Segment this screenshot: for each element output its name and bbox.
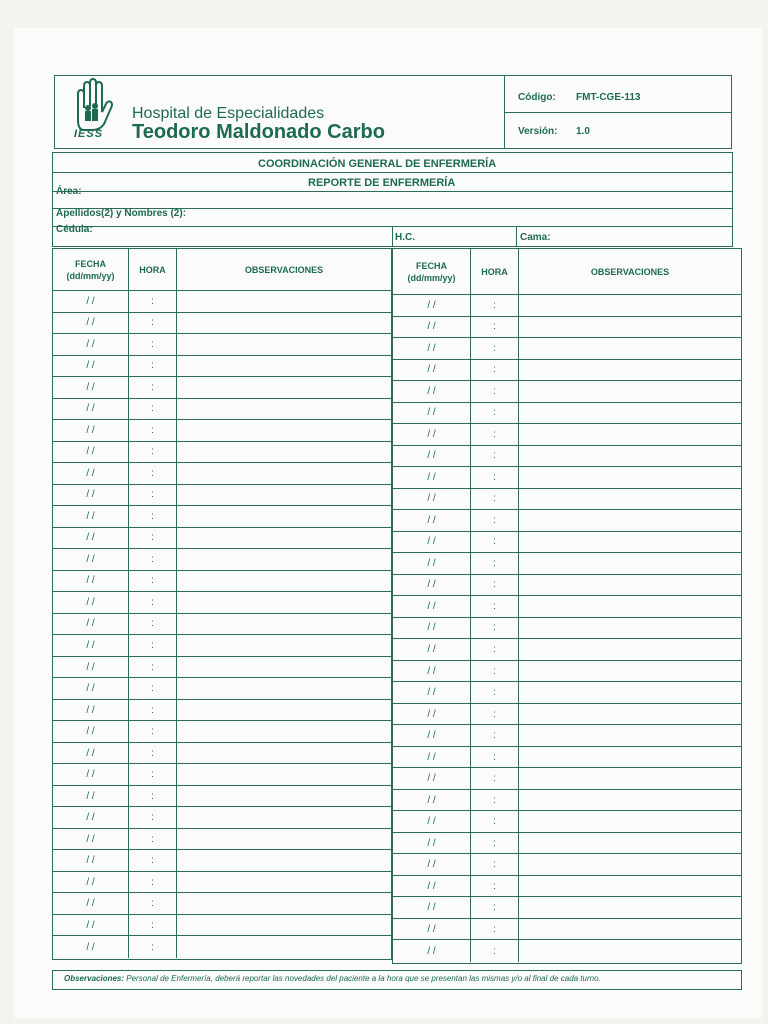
time-cell[interactable]: : <box>471 553 519 574</box>
date-cell[interactable]: / / <box>393 532 471 553</box>
names-field-label: Apellidos(2) y Nombres (2): <box>56 208 187 219</box>
right-fecha-header: FECHA <box>416 260 447 271</box>
right-log-row <box>393 682 741 704</box>
date-cell[interactable]: / / <box>393 661 471 682</box>
time-cell[interactable]: : <box>471 338 519 359</box>
date-cell[interactable]: / / <box>393 854 471 875</box>
time-cell[interactable]: : <box>129 614 177 635</box>
date-cell[interactable]: / / <box>393 510 471 531</box>
date-cell[interactable]: / / <box>53 442 129 463</box>
time-cell[interactable]: : <box>471 295 519 316</box>
date-cell[interactable]: / / <box>53 528 129 549</box>
form-sheet <box>14 28 762 1018</box>
time-cell[interactable]: : <box>471 381 519 402</box>
observation-cell[interactable] <box>519 317 741 338</box>
date-cell[interactable]: / / <box>53 721 129 742</box>
date-cell[interactable]: / / <box>393 575 471 596</box>
right-log-row <box>393 639 741 661</box>
date-cell[interactable]: / / <box>53 506 129 527</box>
hc-field-label: H.C. <box>395 232 415 243</box>
right-log-row <box>393 661 741 683</box>
observation-cell[interactable] <box>519 790 741 811</box>
right-log-row <box>393 532 741 554</box>
date-cell[interactable]: / / <box>53 291 129 312</box>
date-cell[interactable]: / / <box>53 549 129 570</box>
left-log-row <box>53 786 391 808</box>
date-cell[interactable]: / / <box>53 829 129 850</box>
right-log-row <box>393 811 741 833</box>
time-cell[interactable]: : <box>129 657 177 678</box>
right-header-row <box>393 249 741 295</box>
observation-cell[interactable] <box>519 381 741 402</box>
observation-cell[interactable] <box>519 360 741 381</box>
time-cell[interactable]: : <box>471 682 519 703</box>
observation-cell[interactable] <box>519 639 741 660</box>
observation-cell[interactable] <box>519 446 741 467</box>
time-cell[interactable]: : <box>129 850 177 871</box>
left-log-table <box>52 248 392 960</box>
date-cell[interactable]: / / <box>53 936 129 958</box>
observation-cell[interactable] <box>519 725 741 746</box>
observation-cell[interactable] <box>177 377 391 398</box>
observation-cell[interactable] <box>177 678 391 699</box>
time-cell[interactable]: : <box>471 360 519 381</box>
time-cell[interactable]: : <box>129 786 177 807</box>
observation-cell[interactable] <box>177 893 391 914</box>
left-log-row <box>53 721 391 743</box>
right-log-row <box>393 489 741 511</box>
left-log-row <box>53 377 391 399</box>
observation-cell[interactable] <box>519 704 741 725</box>
left-log-row <box>53 850 391 872</box>
left-log-row <box>53 893 391 915</box>
version-label: Versión: <box>518 126 558 137</box>
right-log-row <box>393 510 741 532</box>
codigo-label: Código: <box>518 92 556 103</box>
observation-cell[interactable] <box>177 850 391 871</box>
left-log-row <box>53 420 391 442</box>
time-cell[interactable]: : <box>471 489 519 510</box>
right-log-row <box>393 790 741 812</box>
date-cell[interactable]: / / <box>393 618 471 639</box>
observation-cell[interactable] <box>519 661 741 682</box>
date-cell[interactable]: / / <box>393 424 471 445</box>
left-log-row <box>53 291 391 313</box>
codigo-value: FMT-CGE-113 <box>576 92 641 103</box>
observation-cell[interactable] <box>177 872 391 893</box>
iess-logo <box>72 78 118 142</box>
right-log-row <box>393 897 741 919</box>
date-cell[interactable]: / / <box>393 446 471 467</box>
observation-cell[interactable] <box>177 936 391 958</box>
version-value: 1.0 <box>576 126 590 137</box>
date-cell[interactable]: / / <box>53 571 129 592</box>
date-cell[interactable]: / / <box>53 313 129 334</box>
observation-cell[interactable] <box>177 915 391 936</box>
time-cell[interactable]: : <box>471 532 519 553</box>
left-hora-header: HORA <box>129 249 177 290</box>
time-cell[interactable]: : <box>129 872 177 893</box>
observation-cell[interactable] <box>177 635 391 656</box>
logo-text: IESS <box>74 128 104 140</box>
date-cell[interactable]: / / <box>393 489 471 510</box>
observation-cell[interactable] <box>177 614 391 635</box>
cedula-field-label: Cédula: <box>56 224 93 235</box>
time-cell[interactable]: : <box>471 317 519 338</box>
date-cell[interactable]: / / <box>393 317 471 338</box>
time-cell[interactable]: : <box>129 549 177 570</box>
date-cell[interactable]: / / <box>53 485 129 506</box>
time-cell[interactable]: : <box>471 704 519 725</box>
time-cell[interactable]: : <box>129 743 177 764</box>
date-cell[interactable]: / / <box>393 360 471 381</box>
date-cell[interactable]: / / <box>393 704 471 725</box>
left-fecha-header: FECHA <box>75 258 106 269</box>
right-log-row <box>393 833 741 855</box>
observation-cell[interactable] <box>519 596 741 617</box>
right-log-row <box>393 876 741 898</box>
date-cell[interactable]: / / <box>53 635 129 656</box>
left-log-row <box>53 399 391 421</box>
right-log-row <box>393 575 741 597</box>
date-cell[interactable]: / / <box>53 700 129 721</box>
observation-cell[interactable] <box>519 940 741 962</box>
observation-cell[interactable] <box>177 571 391 592</box>
observation-cell[interactable] <box>177 549 391 570</box>
observation-cell[interactable] <box>519 489 741 510</box>
left-log-row <box>53 313 391 335</box>
footer-label: Observaciones: <box>64 974 125 983</box>
footer-note <box>64 974 601 983</box>
observation-cell[interactable] <box>519 575 741 596</box>
observation-cell[interactable] <box>519 295 741 316</box>
observation-cell[interactable] <box>519 424 741 445</box>
time-cell[interactable]: : <box>129 829 177 850</box>
time-cell[interactable]: : <box>471 510 519 531</box>
date-cell[interactable]: / / <box>393 790 471 811</box>
time-cell[interactable]: : <box>129 485 177 506</box>
observation-cell[interactable] <box>519 532 741 553</box>
date-cell[interactable]: / / <box>393 403 471 424</box>
left-log-row <box>53 807 391 829</box>
time-cell[interactable]: : <box>471 768 519 789</box>
observation-cell[interactable] <box>177 764 391 785</box>
date-cell[interactable]: / / <box>393 768 471 789</box>
right-log-row <box>393 381 741 403</box>
right-fecha-format: (dd/mm/yy) <box>407 272 456 283</box>
right-log-row <box>393 919 741 941</box>
observation-cell[interactable] <box>177 356 391 377</box>
date-cell[interactable]: / / <box>53 334 129 355</box>
right-log-row <box>393 704 741 726</box>
date-cell[interactable]: / / <box>53 786 129 807</box>
date-cell[interactable]: / / <box>393 295 471 316</box>
time-cell[interactable]: : <box>471 940 519 962</box>
observation-cell[interactable] <box>177 334 391 355</box>
observation-cell[interactable] <box>519 897 741 918</box>
date-cell[interactable]: / / <box>393 876 471 897</box>
observation-cell[interactable] <box>519 768 741 789</box>
right-log-row <box>393 403 741 425</box>
date-cell[interactable]: / / <box>393 747 471 768</box>
observation-cell[interactable] <box>177 420 391 441</box>
time-cell[interactable]: : <box>129 915 177 936</box>
time-cell[interactable]: : <box>129 420 177 441</box>
observation-cell[interactable] <box>177 528 391 549</box>
date-cell[interactable]: / / <box>53 463 129 484</box>
time-cell[interactable]: : <box>129 936 177 958</box>
report-title: REPORTE DE ENFERMERÍA <box>308 177 456 189</box>
date-cell[interactable]: / / <box>393 940 471 962</box>
left-log-row <box>53 356 391 378</box>
left-log-row <box>53 872 391 894</box>
date-cell[interactable]: / / <box>393 725 471 746</box>
date-cell[interactable]: / / <box>393 919 471 940</box>
time-cell[interactable]: : <box>129 528 177 549</box>
observation-cell[interactable] <box>177 721 391 742</box>
time-cell[interactable]: : <box>471 618 519 639</box>
observation-cell[interactable] <box>519 338 741 359</box>
date-cell[interactable]: / / <box>53 592 129 613</box>
observation-cell[interactable] <box>177 399 391 420</box>
observation-cell[interactable] <box>519 403 741 424</box>
date-cell[interactable]: / / <box>53 678 129 699</box>
date-cell[interactable]: / / <box>53 377 129 398</box>
right-log-row <box>393 467 741 489</box>
time-cell[interactable]: : <box>129 700 177 721</box>
left-fecha-format: (dd/mm/yy) <box>66 270 115 281</box>
time-cell[interactable]: : <box>471 790 519 811</box>
left-log-row <box>53 678 391 700</box>
date-cell[interactable]: / / <box>393 811 471 832</box>
right-log-row <box>393 317 741 339</box>
time-cell[interactable]: : <box>471 897 519 918</box>
time-cell[interactable]: : <box>471 639 519 660</box>
observation-cell[interactable] <box>177 743 391 764</box>
observation-cell[interactable] <box>177 829 391 850</box>
time-cell[interactable]: : <box>471 446 519 467</box>
time-cell[interactable]: : <box>471 575 519 596</box>
left-header-row <box>53 249 391 291</box>
observation-cell[interactable] <box>519 833 741 854</box>
observation-cell[interactable] <box>177 592 391 613</box>
date-cell[interactable]: / / <box>53 850 129 871</box>
observation-cell[interactable] <box>177 657 391 678</box>
right-log-row <box>393 295 741 317</box>
left-log-row <box>53 463 391 485</box>
observation-cell[interactable] <box>519 747 741 768</box>
time-cell[interactable]: : <box>471 919 519 940</box>
date-cell[interactable]: / / <box>53 399 129 420</box>
left-log-row <box>53 571 391 593</box>
observation-cell[interactable] <box>519 682 741 703</box>
observation-cell[interactable] <box>177 807 391 828</box>
time-cell[interactable]: : <box>471 596 519 617</box>
date-cell[interactable]: / / <box>393 553 471 574</box>
time-cell[interactable]: : <box>471 661 519 682</box>
date-cell[interactable]: / / <box>53 764 129 785</box>
left-log-row <box>53 614 391 636</box>
area-field-label: Área: <box>56 186 82 197</box>
time-cell[interactable]: : <box>471 424 519 445</box>
observation-cell[interactable] <box>177 700 391 721</box>
time-cell[interactable]: : <box>129 399 177 420</box>
date-cell[interactable]: / / <box>393 596 471 617</box>
left-log-row <box>53 700 391 722</box>
time-cell[interactable]: : <box>129 442 177 463</box>
observation-cell[interactable] <box>177 485 391 506</box>
footer-text: Personal de Enfermería, deberá reportar las novedades del paciente a la hora que se presentan las mismas y/o al final de cada turno. <box>126 974 601 983</box>
date-cell[interactable]: / / <box>393 833 471 854</box>
right-log-row <box>393 596 741 618</box>
observation-cell[interactable] <box>519 467 741 488</box>
time-cell[interactable]: : <box>129 356 177 377</box>
observation-cell[interactable] <box>177 291 391 312</box>
left-log-row <box>53 635 391 657</box>
right-log-row <box>393 618 741 640</box>
right-log-row <box>393 446 741 468</box>
left-log-row <box>53 657 391 679</box>
time-cell[interactable]: : <box>129 592 177 613</box>
time-cell[interactable]: : <box>129 721 177 742</box>
observation-cell[interactable] <box>177 786 391 807</box>
observation-cell[interactable] <box>177 442 391 463</box>
time-cell[interactable]: : <box>471 833 519 854</box>
time-cell[interactable]: : <box>471 876 519 897</box>
right-log-row <box>393 338 741 360</box>
time-cell[interactable]: : <box>129 678 177 699</box>
time-cell[interactable]: : <box>471 854 519 875</box>
date-cell[interactable]: / / <box>393 467 471 488</box>
hospital-name-line1: Hospital de Especialidades <box>132 105 325 122</box>
time-cell[interactable]: : <box>129 377 177 398</box>
right-log-row <box>393 768 741 790</box>
left-log-row <box>53 528 391 550</box>
right-log-row <box>393 360 741 382</box>
date-cell[interactable]: / / <box>53 657 129 678</box>
time-cell[interactable]: : <box>129 334 177 355</box>
observation-cell[interactable] <box>177 313 391 334</box>
date-cell[interactable]: / / <box>53 893 129 914</box>
time-cell[interactable]: : <box>129 635 177 656</box>
right-log-row <box>393 854 741 876</box>
time-cell[interactable]: : <box>129 313 177 334</box>
right-observaciones-header: OBSERVACIONES <box>590 266 670 277</box>
left-log-row <box>53 506 391 528</box>
date-cell[interactable]: / / <box>393 897 471 918</box>
hospital-name-line2: Teodoro Maldonado Carbo <box>132 121 385 143</box>
time-cell[interactable]: : <box>471 725 519 746</box>
left-log-row <box>53 743 391 765</box>
left-observaciones-header: OBSERVACIONES <box>244 264 324 275</box>
left-log-row <box>53 485 391 507</box>
observation-cell[interactable] <box>519 876 741 897</box>
observation-cell[interactable] <box>519 854 741 875</box>
right-log-table <box>392 248 742 964</box>
coordination-title: COORDINACIÓN GENERAL DE ENFERMERÍA <box>258 158 497 170</box>
left-log-row <box>53 829 391 851</box>
time-cell[interactable]: : <box>471 403 519 424</box>
right-log-row <box>393 553 741 575</box>
observation-cell[interactable] <box>519 618 741 639</box>
right-log-row <box>393 940 741 962</box>
cama-field-label: Cama: <box>520 232 551 243</box>
right-hora-header: HORA <box>471 249 519 294</box>
time-cell[interactable]: : <box>129 463 177 484</box>
time-cell[interactable]: : <box>129 807 177 828</box>
observation-cell[interactable] <box>519 919 741 940</box>
time-cell[interactable]: : <box>129 764 177 785</box>
observation-cell[interactable] <box>519 811 741 832</box>
left-log-row <box>53 549 391 571</box>
left-log-row <box>53 764 391 786</box>
right-log-row <box>393 747 741 769</box>
time-cell[interactable]: : <box>129 893 177 914</box>
time-cell[interactable]: : <box>471 747 519 768</box>
date-cell[interactable]: / / <box>393 338 471 359</box>
date-cell[interactable]: / / <box>53 420 129 441</box>
left-log-row <box>53 334 391 356</box>
date-cell[interactable]: / / <box>53 743 129 764</box>
left-log-row <box>53 936 391 958</box>
right-log-row <box>393 725 741 747</box>
left-log-row <box>53 915 391 937</box>
date-cell[interactable]: / / <box>393 381 471 402</box>
observation-cell[interactable] <box>519 553 741 574</box>
observation-cell[interactable] <box>177 506 391 527</box>
time-cell[interactable]: : <box>129 506 177 527</box>
date-cell[interactable]: / / <box>53 915 129 936</box>
date-cell[interactable]: / / <box>53 872 129 893</box>
right-log-row <box>393 424 741 446</box>
date-cell[interactable]: / / <box>393 639 471 660</box>
observation-cell[interactable] <box>519 510 741 531</box>
date-cell[interactable]: / / <box>53 807 129 828</box>
date-cell[interactable]: / / <box>53 614 129 635</box>
left-log-row <box>53 442 391 464</box>
date-cell[interactable]: / / <box>53 356 129 377</box>
date-cell[interactable]: / / <box>393 682 471 703</box>
time-cell[interactable]: : <box>129 571 177 592</box>
time-cell[interactable]: : <box>471 467 519 488</box>
time-cell[interactable]: : <box>471 811 519 832</box>
observation-cell[interactable] <box>177 463 391 484</box>
time-cell[interactable]: : <box>129 291 177 312</box>
left-log-row <box>53 592 391 614</box>
